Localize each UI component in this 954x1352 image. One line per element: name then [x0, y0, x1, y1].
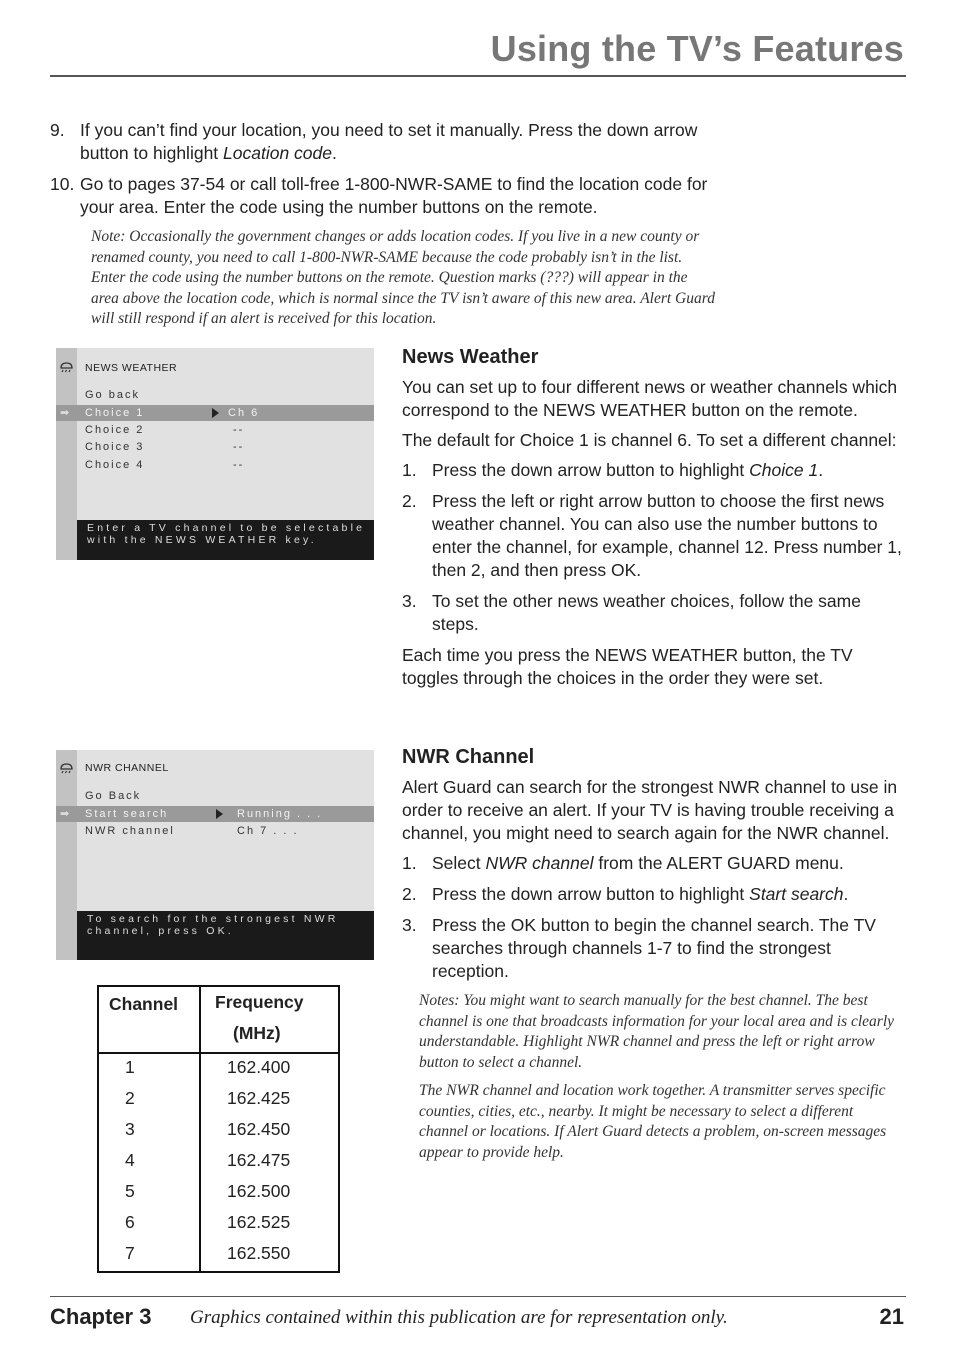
nwr-note-2: The NWR channel and location work together. A transmitter serves specific counties, cities, etc., nearby. It might be necessary to select a different channel or locations. If Alert Guard detects a problem, on-screen messages appear to provide help.: [419, 1082, 887, 1161]
table-cell-channel: 3: [125, 1119, 135, 1139]
menu-item-go-back[interactable]: Go Back: [85, 790, 142, 802]
nwr-channel-section: [402, 746, 902, 1163]
play-triangle-icon: [216, 809, 223, 819]
frequency-table: [97, 985, 340, 1273]
menu-item-start-search[interactable]: ➡ Start search Running . . .: [56, 806, 374, 822]
table-cell-channel: 4: [125, 1150, 135, 1170]
step-number: 10.: [50, 174, 75, 194]
menu-item-choice-4[interactable]: Choice 4 --: [85, 459, 245, 471]
step-1: 1. Press the down arrow button to highlight Choice 1.: [402, 460, 824, 480]
section-heading: NWR Channel: [402, 746, 535, 768]
step-number: 9.: [50, 120, 65, 140]
table-cell-channel: 1: [125, 1057, 135, 1077]
table-divider: [99, 1052, 338, 1054]
table-divider: [199, 987, 201, 1271]
step-3: 3. Press the OK button to begin the channel search. The TV searches through channels 1-7 to find the strongest reception.: [402, 915, 876, 981]
step-3: 3. To set the other news weather choices, follow the same steps.: [402, 591, 861, 634]
menu-sidebar: [56, 348, 77, 560]
chapter-label: Chapter 3: [50, 1304, 152, 1329]
step-text: Go to pages 37-54 or call toll-free 1-800-NWR-SAME to find the location code for your area. Enter the code using the number buttons on the remote.: [80, 174, 708, 217]
step-text: If you can’t find your location, you need to set it manually. Press the down arrow button to highlight Location code.: [80, 120, 698, 163]
weather-icon: [59, 362, 74, 373]
table-cell-frequency: 162.450: [227, 1119, 291, 1139]
menu-item-choice-1[interactable]: ➡ Choice 1 Ch 6: [56, 405, 374, 421]
menu-sidebar: [56, 750, 77, 960]
step-1: 1. Select NWR channel from the ALERT GUARD menu.: [402, 853, 844, 873]
paragraph: Each time you press the NEWS WEATHER button, the TV toggles through the choices in the order they were set.: [402, 645, 853, 688]
right-arrow-icon: ➡: [60, 407, 70, 419]
table-header-frequency: Frequency: [215, 992, 304, 1012]
menu-item-nwr-channel[interactable]: NWR channel Ch 7 . . .: [85, 825, 299, 837]
menu-item-choice-2[interactable]: Choice 2 --: [85, 424, 245, 436]
menu-item-choice-3[interactable]: Choice 3 --: [85, 441, 245, 453]
table-cell-channel: 6: [125, 1212, 135, 1232]
table-cell-frequency: 162.500: [227, 1181, 291, 1201]
step-10: [50, 173, 740, 219]
news-weather-section: [402, 346, 902, 690]
step-2: 2. Press the down arrow button to highlight Start search.: [402, 884, 849, 904]
table-header-unit: (MHz): [233, 1023, 281, 1043]
paragraph: You can set up to four different news or weather channels which correspond to the NEWS WEATHER button on the remote.: [402, 377, 898, 420]
table-cell-channel: 7: [125, 1243, 135, 1263]
footer-disclaimer: Graphics contained within this publication are for representation only.: [190, 1307, 728, 1328]
header-rule: [50, 75, 906, 77]
menu-title: NWR CHANNEL: [85, 762, 169, 774]
paragraph: The default for Choice 1 is channel 6. To set a different channel:: [402, 430, 897, 450]
page-title: Using the TV’s Features: [490, 28, 904, 69]
table-cell-frequency: 162.475: [227, 1150, 291, 1170]
table-cell-frequency: 162.550: [227, 1243, 291, 1263]
page-number: 21: [879, 1304, 904, 1329]
right-arrow-icon: ➡: [60, 808, 70, 820]
menu-item-go-back[interactable]: Go back: [85, 389, 140, 401]
table-header-channel: Channel: [109, 994, 179, 1014]
step-2: 2. Press the left or right arrow button to choose the first news weather channel. You can also use the number buttons to enter the channel, for example, channel 12. Press number 1, then 2, and then press OK.: [402, 491, 902, 580]
menu-title: NEWS WEATHER: [85, 362, 178, 374]
weather-icon: [59, 763, 74, 774]
footer-rule: [50, 1296, 906, 1297]
step-9: [50, 119, 740, 165]
table-cell-frequency: 162.525: [227, 1212, 291, 1232]
paragraph: Alert Guard can search for the strongest NWR channel to use in order to receive an alert. If your TV is having trouble receiving a channel, you might need to search again for the NWR channel.: [402, 777, 898, 843]
table-cell-channel: 2: [125, 1088, 135, 1108]
location-code-note: Note: Occasionally the government changes or adds location codes. If you live in a new county or renamed county, you need to call 1-800-NWR-SAME because the code probably isn’t in the list. Enter the code using the number buttons on the remote. Question marks (???) will appear in the area above the location code, which is normal since the TV isn’t aware of this new area. Alert Guard will still respond if an alert is received for this location.: [91, 228, 715, 327]
play-triangle-icon: [212, 408, 219, 418]
help-message-bar: To search for the strongest NWR channel, press OK.: [77, 911, 374, 960]
section-heading: News Weather: [402, 346, 539, 368]
help-message-bar: Enter a TV channel to be selectable with the NEWS WEATHER key.: [77, 520, 374, 560]
top-steps: [50, 119, 740, 219]
table-cell-frequency: 162.400: [227, 1057, 291, 1077]
nwr-channel-menu-screen: [56, 750, 374, 960]
table-cell-channel: 5: [125, 1181, 135, 1201]
news-weather-menu-screen: [56, 348, 374, 560]
nwr-note-1: Notes: You might want to search manually for the best channel. The best channel is one that broadcasts information for your local area and is clearly understandable. Highlight NWR channel and press the left or right arrow button to select a channel.: [419, 992, 895, 1071]
table-cell-frequency: 162.425: [227, 1088, 291, 1108]
